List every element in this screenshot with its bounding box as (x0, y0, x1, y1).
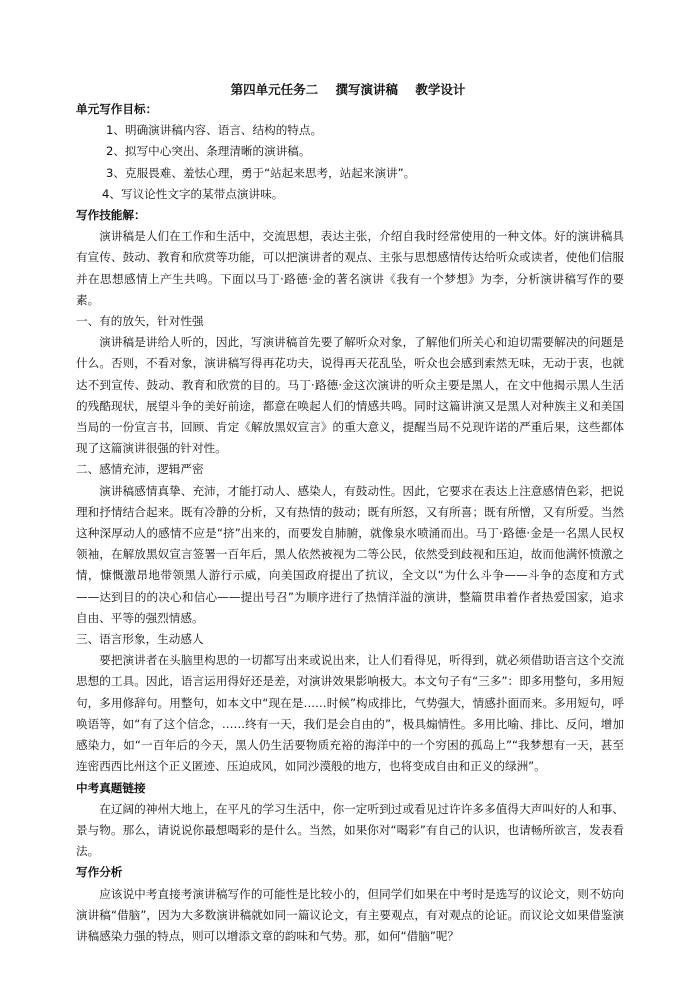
exam-paragraph: 在辽阔的神州大地上，在平凡的学习生活中，你一定听到过或看见过许许多多值得大声叫好的人和事、景与物。那么，请说说你最想喝彩的是什么。当然，如果你对“喝彩”有自己的认识，也请畅所欲言，发表看法。 (76, 801, 624, 859)
section-paragraph-3: 要把演讲者在头脑里构思的一切都写出来或说出来，让人们看得见，听得到，就必须借助语言这个交流思想的工具。因此，语言运用得好还是差，对演讲效果影响极大。本文句子有“三多”：即多用整句，多用短句，多用修辞句。用整句，如本文中“现在是……时候”构成排比，气势强大，情感扑面而来。多用短句，呼唤语等，如“有了这个信念，……终有一天，我们是会自由的”，极具煽情性。多用比喻、排比、反问，增加感染力，如“一百年后的今天，黑人仍生活要物质充裕的海洋中的一个穷困的孤岛上”“我梦想有一天，甚至连密西西比州这个正义匿迹、压迫成风，如同沙漠般的地方，也将变成自由和正义的绿洲”。 (76, 653, 624, 774)
goal-item-1: 1、明确演讲稿内容、语言、结构的特点。 (106, 123, 323, 138)
skills-heading: 写作技能解： (76, 208, 146, 223)
page-title: 第四单元任务二 撰写演讲稿 教学设计 (230, 82, 466, 97)
section-paragraph-1: 演讲稿是讲给人听的，因此，写演讲稿首先要了解听众对象，了解他们所关心和迫切需要解决的问题是什么。否则，不看对象，演讲稿写得再花功夫，说得再天花乱坠，听众也会感到索然无味，无动于衷，也就达不到宣传、鼓动、教育和欣赏的目的。马丁·路德·金这次演讲的听众主要是黑人，在文中他揭示黑人生活的残酷现状，展望斗争的美好前途，都意在唤起人们的情感共鸣。同时这篇讲演又是黑人对种族主义和美国当局的一份宣言书，回顾、肯定《解放黑奴宣言》的重大意义，提醒当局不兑现许诺的严重后果，这些都体现了这篇演讲很强的针对性。 (76, 335, 624, 456)
goal-item-3: 3、克服畏难、羞怯心理，勇于“站起来思考，站起来演讲”。 (106, 165, 416, 180)
goal-item-2: 2、拟写中心突出、条理清晰的演讲稿。 (106, 144, 311, 159)
document-body (76, 99, 624, 947)
goal-item-4: 4、写议论性文字的某带点演讲味。 (102, 186, 284, 201)
section-heading-2: 二、感情充沛，逻辑严密 (76, 462, 204, 477)
goals-heading: 单元写作目标： (76, 102, 158, 116)
analysis-paragraph: 应该说中考直接考演讲稿写作的可能性是比较小的，但同学们如果在中考时是选写的议论文，则不妨向演讲稿“借脑”，因为大多数演讲稿就如同一篇议论文，有主要观点，有对观点的论证。而议论文如果借鉴演讲稿感染力强的特点，则可以增添文章的韵味和气势。那，如何“借脑”呢？ (76, 886, 624, 943)
exam-heading: 中考真题链接 (76, 780, 146, 795)
section-heading-3: 三、语言形象，生动感人 (76, 632, 204, 647)
analysis-heading: 写作分析 (76, 865, 123, 880)
section-heading-1: 一、有的放矢，针对性强 (76, 314, 204, 329)
intro-paragraph: 演讲稿是人们在工作和生活中，交流思想，表达主张，介绍自我时经常使用的一种文体。好的演讲稿具有宣传、鼓动、教育和欣赏等功能，可以把演讲者的观点、主张与思想感情传达给听众或读者，使他们信服并在思想感情上产生共鸣。下面以马丁·路德·金的著名演讲《我有一个梦想》为李，分析演讲稿写作的要素。 (76, 229, 624, 307)
section-paragraph-2: 演讲稿感情真挚、充沛，才能打动人、感染人，有鼓动性。因此，它要求在表达上注意感情色彩，把说理和抒情结合起来。既有冷静的分析，又有热情的鼓动；既有所怒，又有所喜；既有所憎，又有所爱。当然这种深厚动人的感情不应是“挤”出来的，而要发自肺腑，就像泉水喷涌而出。马丁·路德·金是一名黑人民权领袖，在解放黑奴宣言签署一百年后，黑人依然被视为二等公民，依然受到歧视和压迫，故而他满怀愤激之情，慷慨激昂地带领黑人游行示威，向美国政府提出了抗议，全文以“为什么斗争——斗争的态度和方式——达到目的的决心和信心——提出号召”为顺序进行了热情洋溢的演讲，整篇贯串着作者热爱国家，追求自由、平等的强烈情感。 (76, 483, 624, 625)
